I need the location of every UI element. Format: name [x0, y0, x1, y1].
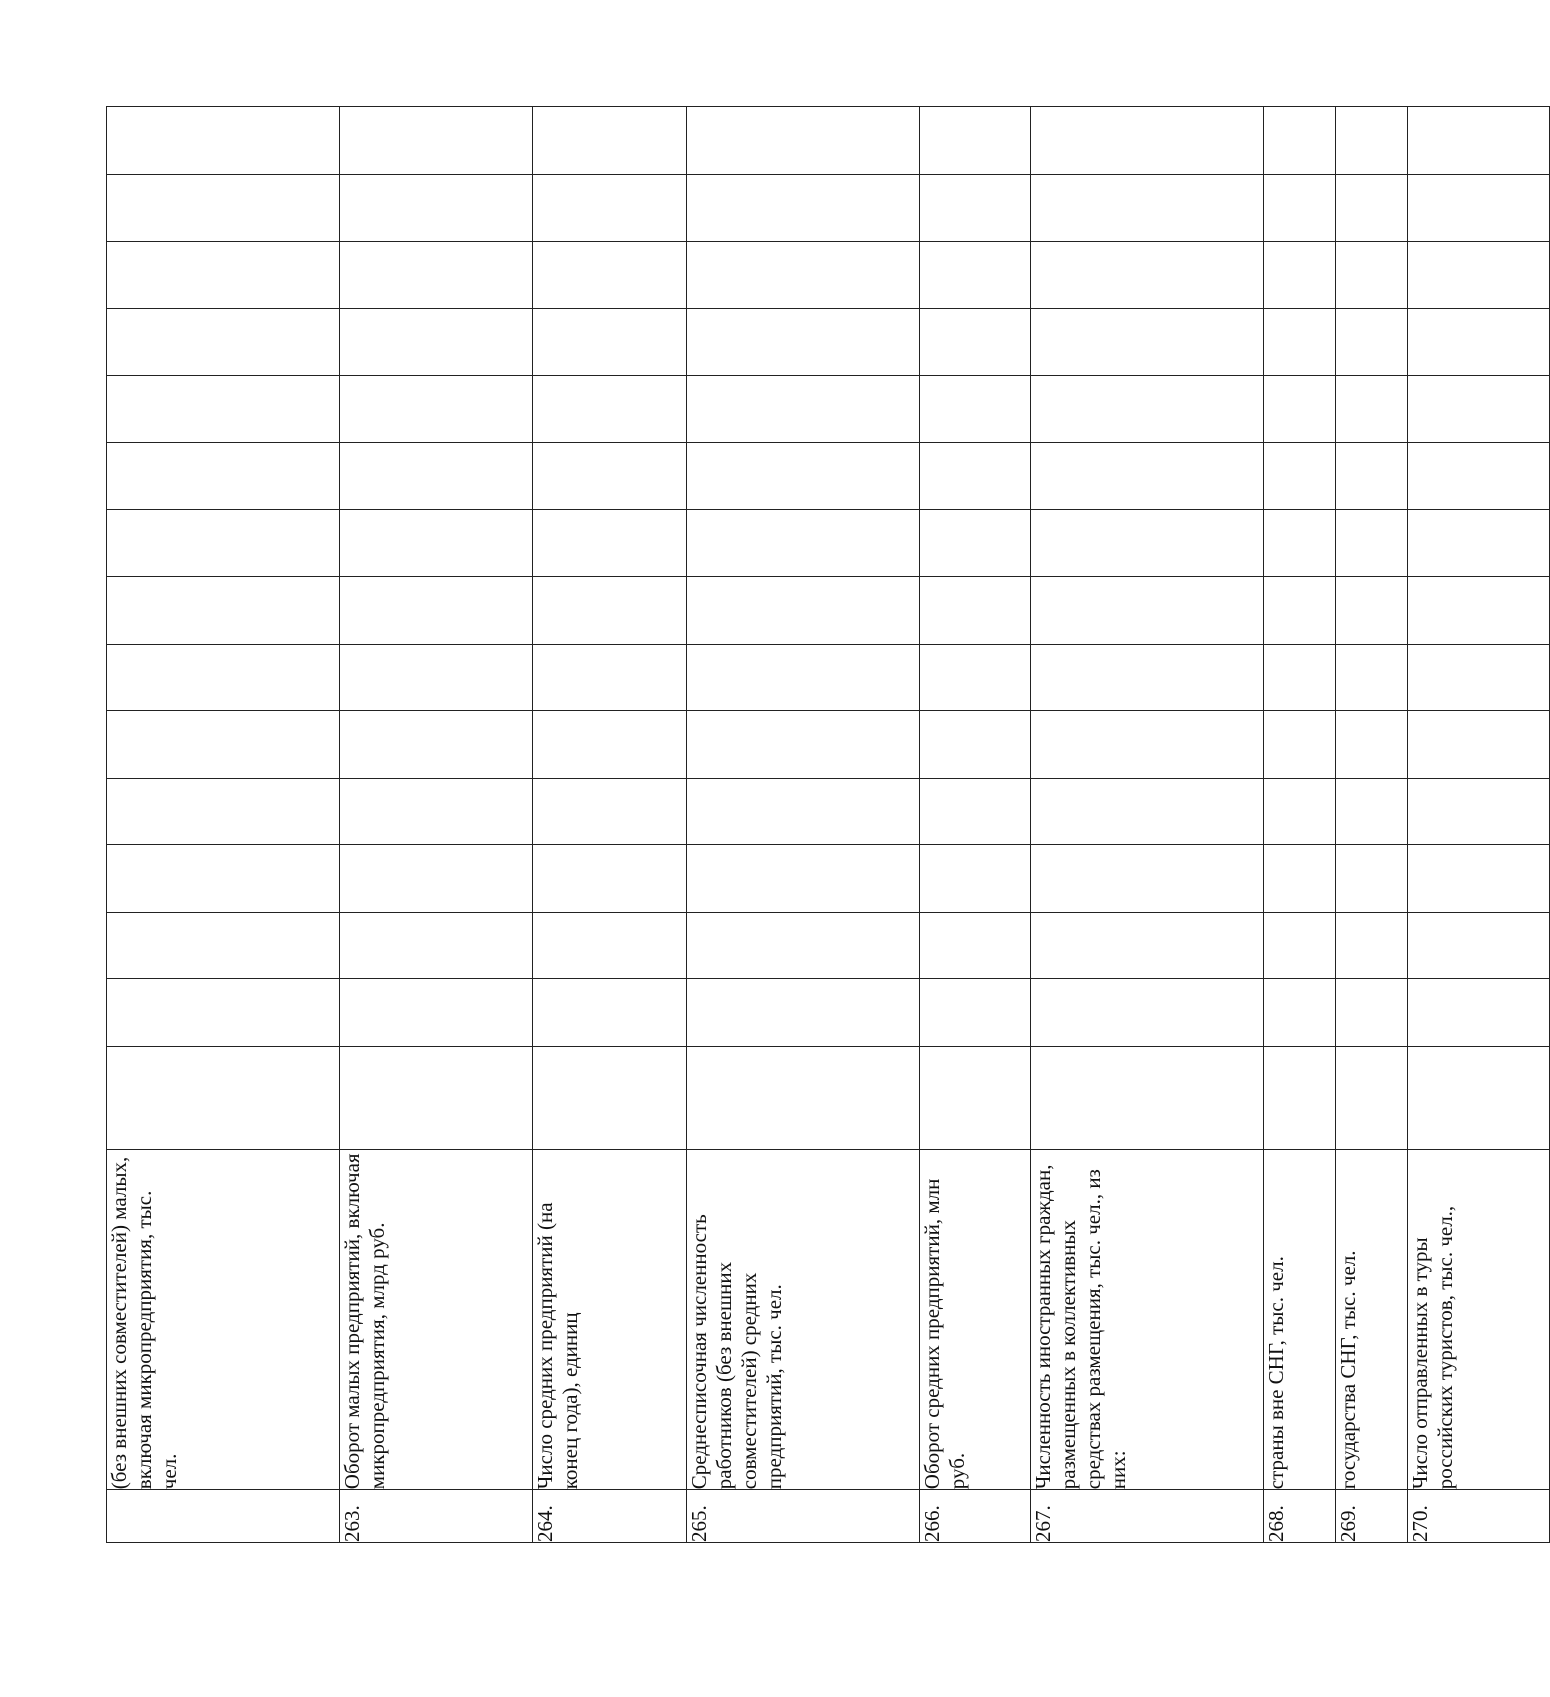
value-cell	[532, 242, 686, 309]
value-cell	[1031, 242, 1264, 309]
value-cell	[1408, 979, 1550, 1047]
value-cell	[1031, 107, 1264, 175]
value-cell	[339, 174, 532, 242]
value-cell	[339, 242, 532, 309]
value-cell	[339, 711, 532, 779]
value-cell	[107, 376, 340, 443]
rotated-table-wrapper	[106, 106, 1550, 1543]
value-cell	[1408, 576, 1550, 644]
value-cell	[686, 510, 919, 577]
value-cell	[1336, 979, 1408, 1047]
value-cell	[686, 242, 919, 309]
row-number: 268.	[1263, 1490, 1335, 1543]
value-cell	[1336, 711, 1408, 779]
value-cell	[686, 644, 919, 711]
value-cell	[1408, 845, 1550, 913]
value-cell	[1031, 442, 1264, 510]
value-cell	[339, 308, 532, 376]
table-row	[339, 107, 532, 1543]
value-cell	[107, 174, 340, 242]
value-cell	[919, 711, 1031, 779]
value-cell	[339, 376, 532, 443]
value-cell	[1408, 711, 1550, 779]
value-cell	[919, 912, 1031, 979]
indicators-table	[106, 106, 1550, 1543]
value-cell	[1408, 644, 1550, 711]
value-cell	[1336, 644, 1408, 711]
value-cell	[532, 845, 686, 913]
value-cell	[686, 912, 919, 979]
value-cell	[339, 912, 532, 979]
value-cell	[532, 644, 686, 711]
value-cell	[686, 442, 919, 510]
value-cell	[107, 912, 340, 979]
indicator-name: государства СНГ, тыс. чел.	[1336, 1150, 1408, 1490]
value-cell	[1031, 912, 1264, 979]
indicator-name: Оборот малых предприятий, включая микропредприятия, млрд руб.	[339, 1150, 532, 1490]
value-cell	[1336, 242, 1408, 309]
value-cell	[919, 442, 1031, 510]
value-cell	[1263, 778, 1335, 845]
value-cell	[107, 778, 340, 845]
value-cell	[1031, 1046, 1264, 1149]
value-cell	[1263, 174, 1335, 242]
value-cell	[532, 308, 686, 376]
row-number: 270.	[1408, 1490, 1550, 1543]
value-cell	[1031, 174, 1264, 242]
value-cell	[532, 576, 686, 644]
row-number: 263.	[339, 1490, 532, 1543]
value-cell	[1031, 778, 1264, 845]
value-cell	[107, 510, 340, 577]
value-cell	[107, 442, 340, 510]
value-cell	[686, 1046, 919, 1149]
value-cell	[532, 778, 686, 845]
value-cell	[1408, 308, 1550, 376]
value-cell	[1336, 1046, 1408, 1149]
value-cell	[1336, 510, 1408, 577]
value-cell	[1336, 778, 1408, 845]
value-cell	[1336, 576, 1408, 644]
value-cell	[532, 711, 686, 779]
value-cell	[919, 242, 1031, 309]
value-cell	[1336, 442, 1408, 510]
value-cell	[1031, 510, 1264, 577]
value-cell	[686, 711, 919, 779]
table-row	[1031, 107, 1264, 1543]
value-cell	[1031, 308, 1264, 376]
value-cell	[1031, 376, 1264, 443]
value-cell	[1408, 442, 1550, 510]
value-cell	[1408, 912, 1550, 979]
value-cell	[686, 979, 919, 1047]
value-cell	[107, 644, 340, 711]
row-number: 269.	[1336, 1490, 1408, 1543]
value-cell	[107, 576, 340, 644]
value-cell	[339, 778, 532, 845]
value-cell	[107, 107, 340, 175]
value-cell	[1263, 308, 1335, 376]
row-number: 265.	[686, 1490, 919, 1543]
row-number: 264.	[532, 1490, 686, 1543]
value-cell	[919, 107, 1031, 175]
value-cell	[919, 510, 1031, 577]
value-cell	[107, 242, 340, 309]
value-cell	[1031, 845, 1264, 913]
row-number: 267.	[1031, 1490, 1264, 1543]
value-cell	[107, 711, 340, 779]
table-row	[1263, 107, 1335, 1543]
value-cell	[1263, 576, 1335, 644]
value-cell	[1336, 376, 1408, 443]
row-number: 266.	[919, 1490, 1031, 1543]
value-cell	[339, 979, 532, 1047]
value-cell	[1408, 510, 1550, 577]
value-cell	[686, 576, 919, 644]
row-number	[107, 1490, 340, 1543]
table-row	[1408, 107, 1550, 1543]
value-cell	[1408, 174, 1550, 242]
value-cell	[532, 1046, 686, 1149]
value-cell	[1031, 711, 1264, 779]
value-cell	[532, 979, 686, 1047]
value-cell	[1263, 912, 1335, 979]
value-cell	[919, 174, 1031, 242]
value-cell	[1336, 107, 1408, 175]
indicator-name: Численность иностранных граждан, размещенных в коллективных средствах размещения, тыс. чел., из них:	[1031, 1150, 1264, 1490]
value-cell	[1031, 576, 1264, 644]
indicator-name: Оборот средних предприятий, млн руб.	[919, 1150, 1031, 1490]
value-cell	[919, 576, 1031, 644]
value-cell	[919, 1046, 1031, 1149]
value-cell	[532, 376, 686, 443]
value-cell	[107, 979, 340, 1047]
value-cell	[1408, 1046, 1550, 1149]
value-cell	[686, 376, 919, 443]
value-cell	[686, 107, 919, 175]
value-cell	[686, 845, 919, 913]
value-cell	[532, 912, 686, 979]
value-cell	[1263, 442, 1335, 510]
value-cell	[339, 576, 532, 644]
value-cell	[1336, 308, 1408, 376]
value-cell	[1263, 242, 1335, 309]
value-cell	[339, 845, 532, 913]
value-cell	[919, 778, 1031, 845]
value-cell	[107, 1046, 340, 1149]
indicator-name: Среднесписочная численность работников (без внешних совместителей) средних предприятий, тыс. чел.	[686, 1150, 919, 1490]
value-cell	[1263, 510, 1335, 577]
value-cell	[686, 174, 919, 242]
value-cell	[339, 510, 532, 577]
value-cell	[532, 442, 686, 510]
value-cell	[919, 644, 1031, 711]
table-row	[919, 107, 1031, 1543]
value-cell	[1263, 376, 1335, 443]
value-cell	[107, 308, 340, 376]
value-cell	[686, 778, 919, 845]
value-cell	[1263, 107, 1335, 175]
value-cell	[107, 845, 340, 913]
value-cell	[1408, 107, 1550, 175]
value-cell	[339, 1046, 532, 1149]
value-cell	[919, 979, 1031, 1047]
value-cell	[532, 107, 686, 175]
value-cell	[1263, 1046, 1335, 1149]
indicator-name: (без внешних совместителей) малых, включая микропредприятия, тыс. чел.	[107, 1150, 340, 1490]
value-cell	[1263, 644, 1335, 711]
value-cell	[532, 510, 686, 577]
indicator-name: Число отправленных в туры российских туристов, тыс. чел.,	[1408, 1150, 1550, 1490]
table-row	[532, 107, 686, 1543]
value-cell	[532, 174, 686, 242]
value-cell	[919, 308, 1031, 376]
value-cell	[339, 644, 532, 711]
value-cell	[339, 442, 532, 510]
table-row	[1336, 107, 1408, 1543]
value-cell	[1336, 174, 1408, 242]
table-row	[107, 107, 340, 1543]
indicator-name: Число средних предприятий (на конец года), единиц	[532, 1150, 686, 1490]
value-cell	[1031, 644, 1264, 711]
value-cell	[1031, 979, 1264, 1047]
value-cell	[339, 107, 532, 175]
value-cell	[1263, 845, 1335, 913]
value-cell	[919, 376, 1031, 443]
value-cell	[1408, 376, 1550, 443]
value-cell	[1408, 778, 1550, 845]
value-cell	[1408, 242, 1550, 309]
value-cell	[1263, 979, 1335, 1047]
indicator-name: страны вне СНГ, тыс. чел.	[1263, 1150, 1335, 1490]
value-cell	[919, 845, 1031, 913]
table-row	[686, 107, 919, 1543]
value-cell	[1336, 845, 1408, 913]
value-cell	[1263, 711, 1335, 779]
value-cell	[1336, 912, 1408, 979]
value-cell	[686, 308, 919, 376]
